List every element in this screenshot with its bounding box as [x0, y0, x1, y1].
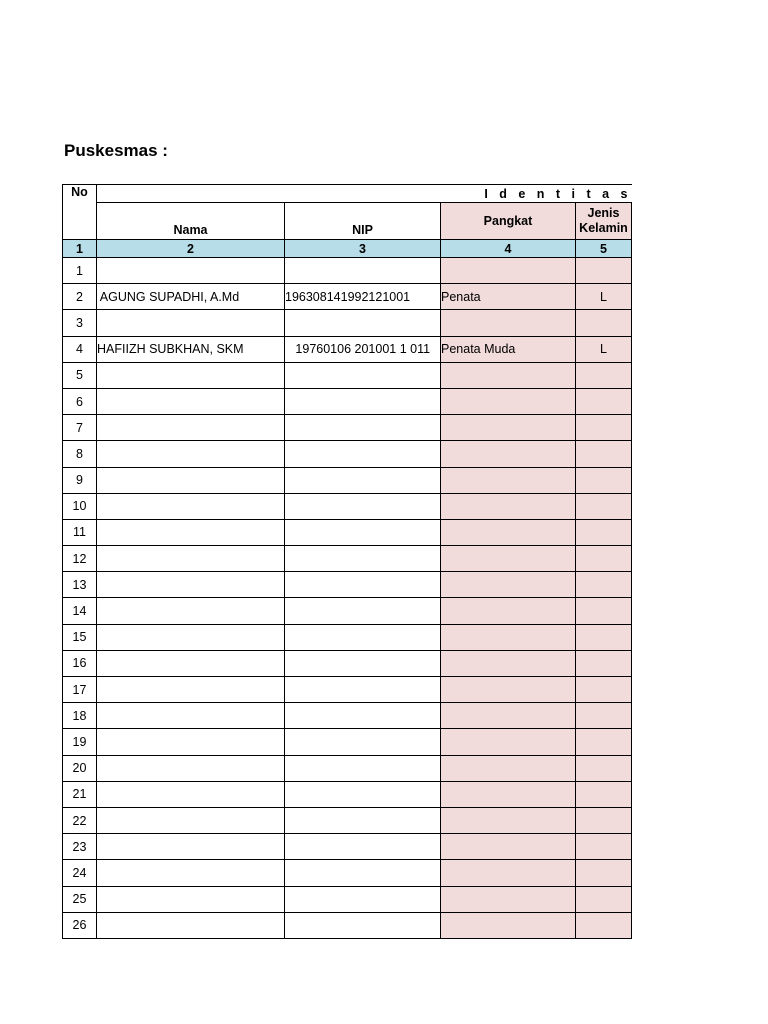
cell-nama[interactable]: HAFIIZH SUBKHAN, SKM	[97, 336, 285, 362]
table-row	[63, 729, 632, 755]
cell-nama[interactable]	[97, 886, 285, 912]
cell-no[interactable]: 25	[63, 886, 97, 912]
cell-nama[interactable]	[97, 807, 285, 833]
cell-nip[interactable]	[285, 546, 441, 572]
cell-no[interactable]: 1	[63, 258, 97, 284]
cell-jenis-kelamin[interactable]	[576, 441, 632, 467]
cell-pangkat[interactable]	[441, 441, 576, 467]
cell-no[interactable]: 21	[63, 781, 97, 807]
cell-nip[interactable]: 196308141992121001	[285, 284, 441, 310]
cell-nip[interactable]	[285, 310, 441, 336]
cell-nip[interactable]	[285, 755, 441, 781]
cell-nama[interactable]	[97, 572, 285, 598]
cell-no[interactable]: 18	[63, 703, 97, 729]
table-row	[63, 441, 632, 467]
page-title: Puskesmas :	[64, 141, 168, 160]
cell-nip[interactable]	[285, 677, 441, 703]
cell-jenis-kelamin[interactable]	[576, 493, 632, 519]
cell-nip[interactable]	[285, 388, 441, 414]
cell-nama[interactable]	[97, 493, 285, 519]
cell-jenis-kelamin[interactable]	[576, 624, 632, 650]
cell-nama[interactable]	[97, 310, 285, 336]
table-row	[63, 415, 632, 441]
cell-no[interactable]: 16	[63, 650, 97, 676]
cell-nama[interactable]	[97, 703, 285, 729]
cell-pangkat[interactable]	[441, 912, 576, 938]
cell-no[interactable]: 19	[63, 729, 97, 755]
cell-nama[interactable]	[97, 441, 285, 467]
cell-pangkat[interactable]	[441, 860, 576, 886]
cell-nip[interactable]	[285, 258, 441, 284]
table-row	[63, 781, 632, 807]
cell-nip[interactable]	[285, 834, 441, 860]
table-row	[63, 755, 632, 781]
cell-no[interactable]: 2	[63, 284, 97, 310]
header-no: No	[63, 185, 97, 240]
table-row	[63, 467, 632, 493]
cell-pangkat[interactable]	[441, 755, 576, 781]
header-pangkat: Pangkat	[441, 203, 576, 240]
cell-jenis-kelamin[interactable]	[576, 362, 632, 388]
cell-nip[interactable]	[285, 703, 441, 729]
cell-no[interactable]: 17	[63, 677, 97, 703]
table-row	[63, 258, 632, 284]
cell-jenis-kelamin[interactable]: L	[576, 284, 632, 310]
table-row	[63, 310, 632, 336]
cell-no[interactable]: 12	[63, 546, 97, 572]
column-number-5: 5	[576, 240, 632, 258]
cell-nama[interactable]	[97, 388, 285, 414]
cell-no[interactable]: 13	[63, 572, 97, 598]
cell-pangkat[interactable]	[441, 703, 576, 729]
cell-no[interactable]: 7	[63, 415, 97, 441]
cell-nama[interactable]	[97, 912, 285, 938]
table-row	[63, 598, 632, 624]
cell-nip[interactable]	[285, 441, 441, 467]
column-number-3: 3	[285, 240, 441, 258]
cell-jenis-kelamin[interactable]	[576, 807, 632, 833]
table-row	[63, 572, 632, 598]
cell-jenis-kelamin[interactable]	[576, 467, 632, 493]
cell-no[interactable]: 6	[63, 388, 97, 414]
header-nip: NIP	[285, 203, 441, 240]
cell-nama[interactable]	[97, 415, 285, 441]
cell-jenis-kelamin[interactable]	[576, 886, 632, 912]
cell-jenis-kelamin[interactable]	[576, 572, 632, 598]
cell-nip[interactable]	[285, 519, 441, 545]
cell-pangkat[interactable]	[441, 886, 576, 912]
cell-pangkat[interactable]	[441, 467, 576, 493]
table-row	[63, 650, 632, 676]
column-number-1: 1	[63, 240, 97, 258]
cell-no[interactable]: 15	[63, 624, 97, 650]
table-row	[63, 886, 632, 912]
cell-pangkat[interactable]	[441, 415, 576, 441]
cell-jenis-kelamin[interactable]	[576, 860, 632, 886]
cell-nip[interactable]	[285, 598, 441, 624]
cell-jenis-kelamin[interactable]	[576, 310, 632, 336]
cell-no[interactable]: 9	[63, 467, 97, 493]
cell-nama[interactable]	[97, 781, 285, 807]
cell-pangkat[interactable]	[441, 624, 576, 650]
cell-pangkat[interactable]	[441, 493, 576, 519]
cell-jenis-kelamin[interactable]	[576, 703, 632, 729]
group-header-row	[63, 185, 632, 203]
table-row	[63, 912, 632, 938]
cell-no[interactable]: 5	[63, 362, 97, 388]
column-number-row	[63, 240, 632, 258]
cell-nama[interactable]	[97, 624, 285, 650]
cell-nama[interactable]	[97, 362, 285, 388]
cell-nama[interactable]	[97, 650, 285, 676]
cell-pangkat[interactable]	[441, 310, 576, 336]
table-row	[63, 624, 632, 650]
cell-jenis-kelamin[interactable]	[576, 677, 632, 703]
cell-no[interactable]: 11	[63, 519, 97, 545]
cell-nip[interactable]	[285, 572, 441, 598]
cell-no[interactable]: 20	[63, 755, 97, 781]
column-header-row	[63, 203, 632, 240]
cell-no[interactable]: 3	[63, 310, 97, 336]
cell-nip[interactable]: 19760106 201001 1 011	[285, 336, 441, 362]
table-row	[63, 834, 632, 860]
cell-no[interactable]: 24	[63, 860, 97, 886]
cell-pangkat[interactable]	[441, 388, 576, 414]
cell-nama[interactable]	[97, 519, 285, 545]
cell-pangkat[interactable]	[441, 834, 576, 860]
cell-no[interactable]: 14	[63, 598, 97, 624]
cell-nip[interactable]	[285, 493, 441, 519]
cell-pangkat[interactable]	[441, 677, 576, 703]
column-number-2: 2	[97, 240, 285, 258]
table-row	[63, 519, 632, 545]
cell-nama[interactable]: AGUNG SUPADHI, A.Md	[97, 284, 285, 310]
cell-nip[interactable]	[285, 781, 441, 807]
table-row	[63, 677, 632, 703]
cell-nama[interactable]	[97, 860, 285, 886]
cell-pangkat[interactable]: Penata	[441, 284, 576, 310]
cell-no[interactable]: 23	[63, 834, 97, 860]
cell-nip[interactable]	[285, 729, 441, 755]
cell-nama[interactable]	[97, 546, 285, 572]
cell-jenis-kelamin[interactable]	[576, 912, 632, 938]
cell-jenis-kelamin[interactable]	[576, 834, 632, 860]
cell-pangkat[interactable]	[441, 781, 576, 807]
cell-nama[interactable]	[97, 729, 285, 755]
cell-jenis-kelamin[interactable]	[576, 415, 632, 441]
column-number-4: 4	[441, 240, 576, 258]
cell-jenis-kelamin[interactable]	[576, 519, 632, 545]
cell-no[interactable]: 8	[63, 441, 97, 467]
cell-nama[interactable]	[97, 258, 285, 284]
cell-pangkat[interactable]	[441, 729, 576, 755]
cell-nip[interactable]	[285, 415, 441, 441]
header-jenis-kelamin-line1: Jenis	[587, 206, 620, 220]
cell-jenis-kelamin[interactable]	[576, 258, 632, 284]
cell-pangkat[interactable]	[441, 572, 576, 598]
cell-nama[interactable]	[97, 467, 285, 493]
table-row	[63, 388, 632, 414]
cell-no[interactable]: 26	[63, 912, 97, 938]
cell-jenis-kelamin[interactable]	[576, 729, 632, 755]
cell-nama[interactable]	[97, 598, 285, 624]
cell-nip[interactable]	[285, 886, 441, 912]
header-jenis-kelamin	[576, 203, 632, 240]
cell-jenis-kelamin[interactable]	[576, 388, 632, 414]
cell-no[interactable]: 4	[63, 336, 97, 362]
cell-pangkat[interactable]	[441, 598, 576, 624]
cell-nip[interactable]	[285, 912, 441, 938]
table-row	[63, 493, 632, 519]
cell-jenis-kelamin[interactable]	[576, 650, 632, 676]
header-jenis-kelamin-line2: Kelamin	[579, 221, 628, 235]
identitas-table	[62, 184, 632, 939]
cell-pangkat[interactable]	[441, 362, 576, 388]
cell-jenis-kelamin[interactable]	[576, 598, 632, 624]
cell-no[interactable]: 10	[63, 493, 97, 519]
cell-nip[interactable]	[285, 860, 441, 886]
header-identitas: I d e n t i t a s	[97, 185, 632, 203]
cell-nip[interactable]	[285, 807, 441, 833]
cell-nama[interactable]	[97, 834, 285, 860]
cell-no[interactable]: 22	[63, 807, 97, 833]
cell-nip[interactable]	[285, 467, 441, 493]
cell-jenis-kelamin[interactable]	[576, 755, 632, 781]
cell-nip[interactable]	[285, 362, 441, 388]
cell-nip[interactable]	[285, 650, 441, 676]
table-row	[63, 362, 632, 388]
cell-jenis-kelamin[interactable]	[576, 546, 632, 572]
cell-jenis-kelamin[interactable]: L	[576, 336, 632, 362]
cell-pangkat[interactable]	[441, 258, 576, 284]
table-row	[63, 336, 632, 362]
cell-nip[interactable]	[285, 624, 441, 650]
cell-pangkat[interactable]	[441, 807, 576, 833]
cell-nama[interactable]	[97, 755, 285, 781]
header-nama: Nama	[97, 203, 285, 240]
table-row	[63, 284, 632, 310]
table-row	[63, 703, 632, 729]
cell-pangkat[interactable]	[441, 650, 576, 676]
cell-pangkat[interactable]	[441, 519, 576, 545]
table-row	[63, 546, 632, 572]
cell-pangkat[interactable]	[441, 546, 576, 572]
cell-pangkat[interactable]: Penata Muda	[441, 336, 576, 362]
table-row	[63, 807, 632, 833]
cell-jenis-kelamin[interactable]	[576, 781, 632, 807]
cell-nama[interactable]	[97, 677, 285, 703]
table-row	[63, 860, 632, 886]
